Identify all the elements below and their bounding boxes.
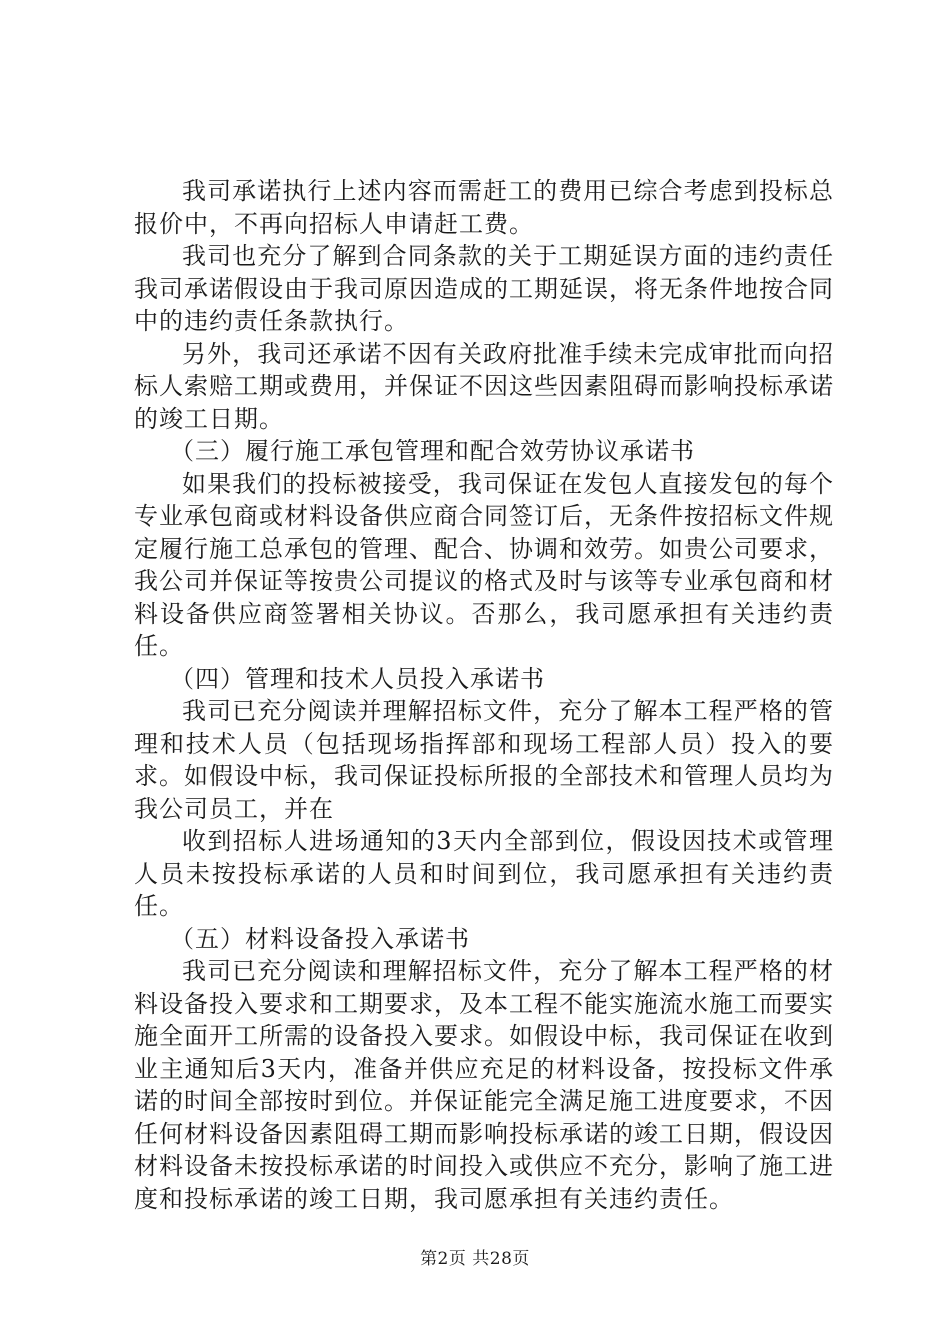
- page-number-footer: 第2页 共28页: [420, 1249, 530, 1269]
- paragraph: 我司已充分阅读并理解招标文件，充分了解本工程严格的管理和技术人员（包括现场指挥部和现场工程部人员）投入的要求。如假设中标，我司保证投标所报的全部技术和管理人员均为我公司员工，并在: [134, 697, 834, 823]
- section-heading: （五）材料设备投入承诺书: [170, 924, 470, 953]
- document-body: [134, 175, 834, 1215]
- section-heading: （三）履行施工承包管理和配合效劳协议承诺书: [170, 437, 695, 465]
- paragraph: 我司已充分阅读和理解招标文件，充分了解本工程严格的材料设备投入要求和工期要求，及本工程不能实施流水施工而要实施全面开工所需的设备投入要求。如假设中标，我司保证在收到业主通知后3天内，准备并供应充足的材料设备，按投标文件承诺的时间全部按时到位。并保证能完全满足施工进度要求，不因任何材料设备因素阻碍工期而影响投标承诺的竣工日期，假设因材料设备未按投标承诺的时间投入或供应不充分，影响了施工进度和投标承诺的竣工日期，我司愿承担有关违约责任。: [134, 957, 834, 1213]
- paragraph: 收到招标人进场通知的3天内全部到位，假设因技术或管理人员未按投标承诺的人员和时间到位，我司愿承担有关违约责任。: [134, 827, 834, 920]
- paragraph: 我司承诺执行上述内容而需赶工的费用已综合考虑到投标总报价中，不再向招标人申请赶工费。: [134, 177, 834, 238]
- paragraph: 我司也充分了解到合同条款的关于工期延误方面的违约责任我司承诺假设由于我司原因造成的工期延误，将无条件地按合同中的违约责任条款执行。: [134, 242, 834, 335]
- paragraph: 另外，我司还承诺不因有关政府批准手续未完成审批而向招标人索赔工期或费用，并保证不因这些因素阻碍而影响投标承诺的竣工日期。: [134, 339, 834, 433]
- section-heading: （四）管理和技术人员投入承诺书: [170, 664, 545, 693]
- paragraph: 如果我们的投标被接受，我司保证在发包人直接发包的每个专业承包商或材料设备供应商合同签订后，无条件按招标文件规定履行施工总承包的管理、配合、协调和效劳。如贵公司要求，我公司并保证等按贵公司提议的格式及时与该等专业承包商和材料设备供应商签署相关协议。否那么，我司愿承担有关违约责任。: [134, 469, 834, 660]
